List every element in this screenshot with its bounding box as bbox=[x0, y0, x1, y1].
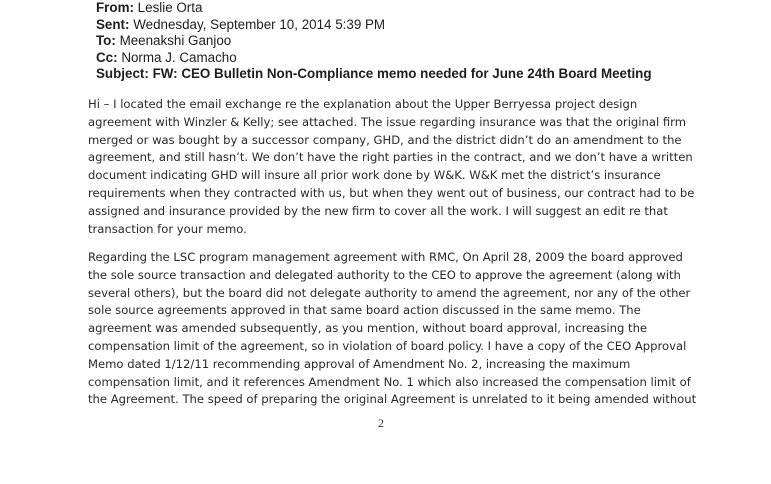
body-line: requirements when they contracted with us, but when they went out of business, our contract had to be bbox=[88, 185, 695, 200]
to-row bbox=[96, 33, 756, 50]
subject-value: FW: CEO Bulletin Non-Compliance memo needed for June 24th Board Meeting bbox=[152, 66, 652, 82]
body-line: transaction for your memo. bbox=[88, 221, 247, 236]
body-line: the Agreement. The speed of preparing the original Agreement is unrelated to it being amended without bbox=[88, 392, 697, 407]
from-label: From: bbox=[96, 0, 134, 15]
body-line: sole source agreements approved in that same board action discussed in the same memo. The bbox=[88, 303, 641, 318]
sent-label: Sent: bbox=[96, 16, 130, 32]
body-line: assigned and insurance provided by the new firm to cover all the work. I will suggest an edit re that bbox=[88, 203, 668, 218]
body-line: document indicating GHD will insure all prior work done by W&K. W&K met the district’s insurance bbox=[88, 168, 661, 183]
body-line: agreement was amended subsequently, as you mention, without board approval, increasing the bbox=[88, 321, 648, 336]
body-line: compensation limit, and it references Amendment No. 1 which also increased the compensation limit of bbox=[88, 374, 691, 389]
body-line: Hi – I located the email exchange re the explanation about the Upper Berryessa project design bbox=[88, 97, 638, 111]
body-line: agreement with Winzler & Kelly; see attached. The issue regarding insurance was that the original firm bbox=[88, 114, 687, 129]
page-number: 2 bbox=[378, 416, 384, 430]
body-line: compensation limit of the agreement, so in violation of board policy. I have a copy of the CEO Approval bbox=[88, 338, 687, 353]
to-value: Meenakshi Ganjoo bbox=[119, 33, 232, 49]
body-line: agreement, and still hasn’t. We don’t have the right parties in the contract, and we don’t have a written bbox=[88, 150, 693, 165]
sent-row bbox=[96, 17, 756, 34]
sent-value: Wednesday, September 10, 2014 5:39 PM bbox=[133, 16, 386, 32]
email-header bbox=[96, 0, 756, 83]
subject-row bbox=[96, 66, 756, 83]
body-line: the sole source transaction and delegated authority to the CEO to approve the agreement (along with bbox=[88, 267, 681, 282]
body-paragraph-1 bbox=[88, 96, 756, 238]
cc-value: Norma J. Camacho bbox=[121, 49, 237, 65]
body-line: Memo dated 1/12/11 recommending approval of Amendment No. 2, increasing the maximum bbox=[88, 356, 631, 371]
subject-label: Subject: bbox=[96, 66, 149, 82]
from-row bbox=[96, 0, 756, 17]
cc-label: Cc: bbox=[96, 49, 118, 65]
cc-row bbox=[96, 50, 756, 67]
body-line: several others), but the board did not delegate authority to amend the agreement, nor any of the other bbox=[88, 285, 691, 300]
body-line: Regarding the LSC program management agreement with RMC, On April 28, 2009 the board approved bbox=[88, 250, 683, 264]
body-paragraph-2 bbox=[88, 249, 756, 409]
to-label: To: bbox=[96, 33, 116, 49]
body-line: merged or was bought by a successor company, GHD, and the district didn’t do an amendment to the bbox=[88, 132, 682, 147]
from-value: Leslie Orta bbox=[137, 0, 203, 15]
